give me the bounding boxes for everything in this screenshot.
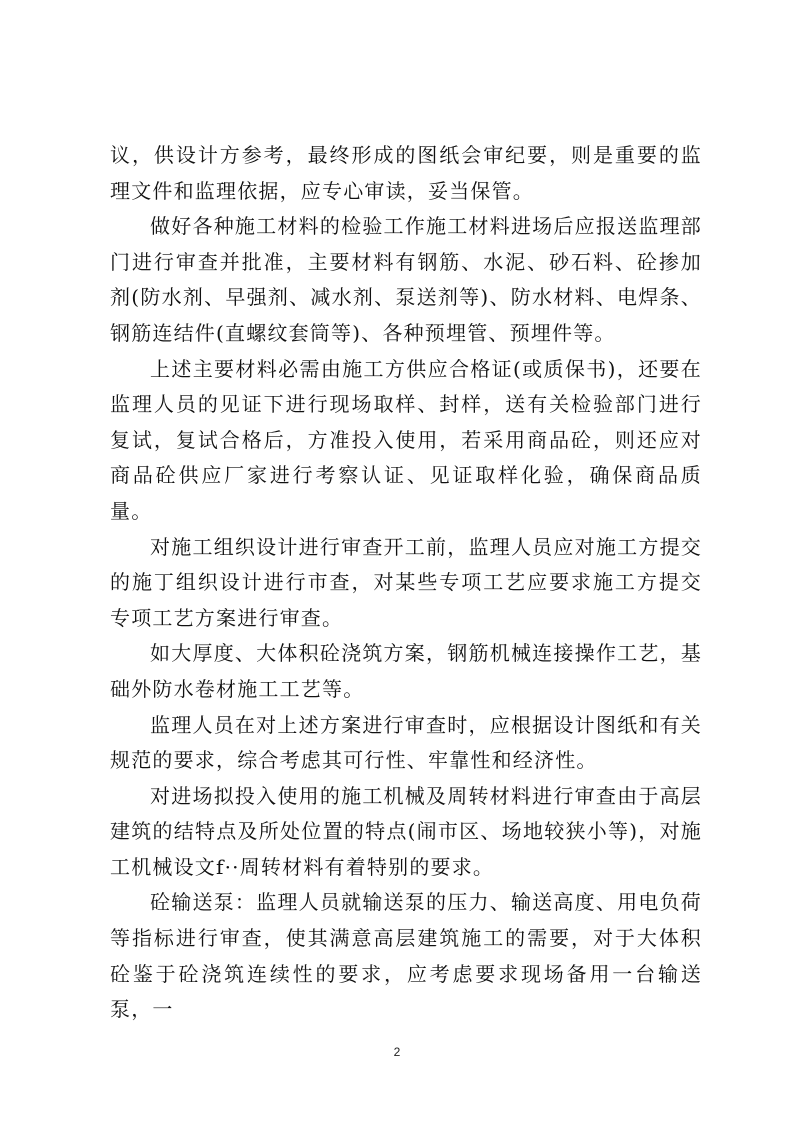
paragraph-machinery-review: 对进场拟投入使用的施工机械及周转材料进行审查由于高层建筑的结特点及所处位置的特点(闹市区、场地较狭小等)，对施工机械设文f··周转材料有着特别的要求。 [110,783,702,879]
paragraph-continuation: 议，供设计方参考，最终形成的图纸会审纪要，则是重要的监理文件和监理依据，应专心审读，妥当保管。 [110,143,702,203]
paragraph-certificate-sampling: 上述主要材料必需由施工方供应合格证(或质保书)，还要在监理人员的见证下进行现场取样、封样，送有关检验部门进行复试，复试合格后，方准投入使用，若采用商品砼，则还应对商品砼供应厂家进行考察认证、见证取样化验，确保商品质量。 [110,356,702,523]
page-number: 2 [393,1045,401,1059]
paragraph-plan-review-criteria: 监理人员在对上述方案进行审查时，应根据设计图纸和有关规范的要求，综合考虑其可行性、牢靠性和经济性。 [110,712,702,773]
paragraph-special-plans: 如大厚度、大体积砼浇筑方案，钢筋机械连接操作工艺，基础外防水卷材施工工艺等。 [110,641,702,701]
paragraph-concrete-pump: 砼输送泵：监理人员就输送泵的压力、输送高度、用电负荷等指标进行审查，使其满意高层建筑施工的需要，对于大体积砼鉴于砼浇筑连续性的要求，应考虑要求现场备用一台输送泵，一 [110,890,702,1022]
paragraph-material-inspection: 做好各种施工材料的检验工作施工材料进场后应报送监理部门进行审查并批准，主要材料有钢筋、水泥、砂石料、砼掺加剂(防水剂、早强剂、减水剂、泵送剂等)、防水材料、电焊条、钢筋连结件(直螺纹套筒等)、各种预埋管、预埋件等。 [110,214,702,345]
paragraph-construction-design-review: 对施工组织设计进行审查开工前，监理人员应对施工方提交的施丁组织设计进行市查，对某些专项工艺应要求施工方提交专项工艺方案进行审查。 [110,534,702,630]
body-text [110,138,702,1028]
